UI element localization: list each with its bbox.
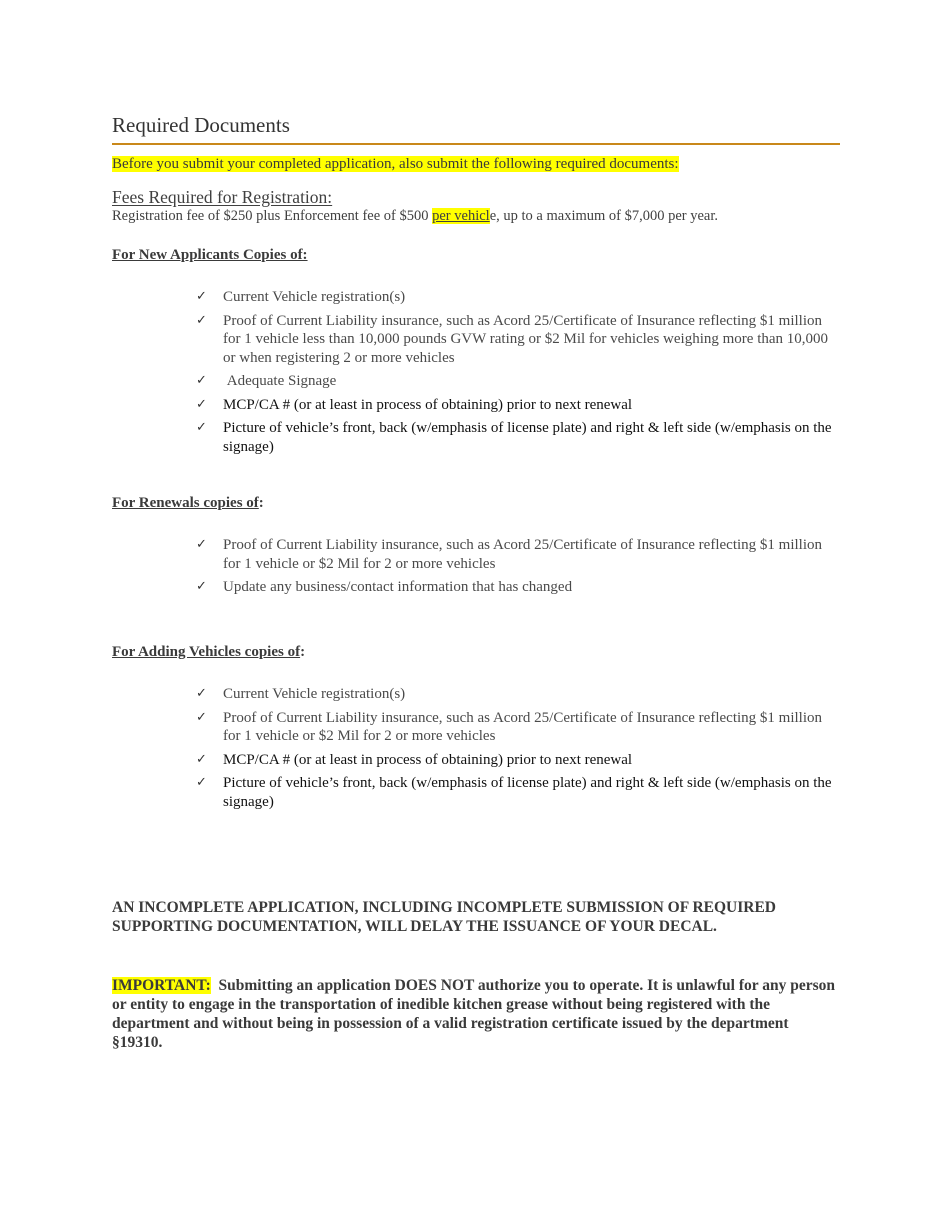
intro-highlight: Before you submit your completed application, also submit the following required documents: — [112, 156, 679, 172]
list-item — [196, 751, 836, 770]
list-item — [196, 774, 836, 811]
adding-vehicles-heading — [112, 644, 305, 661]
list-item-text: Update any business/contact information that has changed — [223, 579, 573, 595]
list-item-text: Proof of Current Liability insurance, such as Acord 25/Certificate of Insurance reflecting $1 million for 1 vehicle or $2 Mil for 2 or more vehicles — [223, 709, 822, 744]
intro-text — [112, 156, 679, 173]
adding-vehicles-heading-colon: : — [300, 644, 306, 660]
list-item-text: Picture of vehicle’s front, back (w/emphasis of license plate) and right & left side (w/emphasis on the signage) — [223, 420, 832, 455]
checkmark-icon: ✓ — [196, 289, 207, 304]
adding-vehicles-list — [196, 685, 836, 816]
list-item — [196, 288, 836, 307]
renewals-list — [196, 536, 836, 602]
checkmark-icon: ✓ — [196, 751, 207, 767]
fees-text-start: Registration fee of $250 plus Enforcement fee of $500 — [112, 208, 433, 224]
list-item-text: Proof of Current Liability insurance, such as Acord 25/Certificate of Insurance reflecting $1 million for 1 vehicle less than 10,000 pounds GVW rating or $2 Mil for vehicles weighing more than 10,000 or when registering 2 or more vehicles — [223, 312, 829, 366]
list-item — [196, 685, 836, 704]
checkmark-icon: ✓ — [196, 579, 207, 594]
list-item-text: Proof of Current Liability insurance, such as Acord 25/Certificate of Insurance reflecting $1 million for 1 vehicle or $2 Mil for 2 or more vehicles — [223, 537, 822, 572]
important-notice — [112, 976, 842, 1052]
checkmark-icon: ✓ — [196, 775, 207, 790]
fees-text-end: e, up to a maximum of $7,000 per year. — [489, 208, 719, 224]
new-applicants-heading — [112, 247, 308, 264]
title-divider — [112, 143, 840, 145]
list-item-text: Adequate Signage — [223, 373, 337, 389]
list-item — [196, 372, 836, 391]
new-applicants-list — [196, 288, 836, 461]
checkmark-icon: ✓ — [196, 709, 207, 725]
checkmark-icon: ✓ — [196, 420, 207, 435]
list-item-text: MCP/CA # (or at least in process of obtaining) prior to next renewal — [223, 396, 633, 413]
list-item — [196, 396, 836, 415]
checkmark-icon: ✓ — [196, 373, 207, 388]
list-item — [196, 312, 836, 368]
incomplete-application-warning: AN INCOMPLETE APPLICATION, INCLUDING INCOMPLETE SUBMISSION OF REQUIRED SUPPORTING DOCUMENTATION, WILL DELAY THE ISSUANCE OF YOUR DECAL. — [112, 899, 776, 935]
checkmark-icon: ✓ — [196, 312, 207, 328]
checkmark-icon: ✓ — [196, 686, 207, 701]
list-item — [196, 536, 836, 573]
list-item-text: Picture of vehicle’s front, back (w/emphasis of license plate) and right & left side (w/emphasis on the signage) — [223, 775, 832, 810]
new-applicants-heading-text: For New Applicants Copies of: — [112, 247, 308, 263]
list-item — [196, 578, 836, 597]
page-title: Required Documents — [112, 113, 290, 137]
list-item — [196, 419, 836, 456]
renewals-heading — [112, 495, 264, 512]
list-item — [196, 709, 836, 746]
important-text: Submitting an application DOES NOT authorize you to operate. It is unlawful for any person or entity to engage in the transportation of inedible kitchen grease without being registered with the department and without being in possession of a valid registration certificate issued by the department §19310. — [112, 977, 839, 1051]
important-label: IMPORTANT: — [112, 977, 211, 994]
renewals-heading-text: For Renewals copies of — [112, 495, 259, 511]
list-item-text: Current Vehicle registration(s) — [223, 686, 406, 702]
checkmark-icon: ✓ — [196, 537, 207, 552]
renewals-heading-colon: : — [258, 495, 264, 511]
checkmark-icon: ✓ — [196, 396, 207, 412]
fees-per-vehicle-highlight: per vehicl — [432, 208, 490, 224]
list-item-text: MCP/CA # (or at least in process of obtaining) prior to next renewal — [223, 751, 633, 768]
list-item-text: Current Vehicle registration(s) — [223, 289, 406, 305]
adding-vehicles-heading-text: For Adding Vehicles copies of — [112, 644, 301, 660]
fees-heading: Fees Required for Registration: — [112, 187, 333, 207]
fees-text — [112, 208, 718, 225]
